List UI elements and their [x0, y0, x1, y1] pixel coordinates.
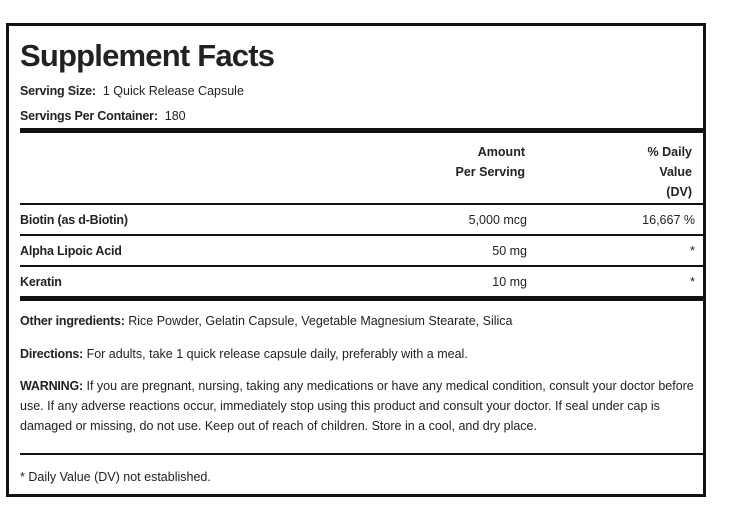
- nutrient-dv: *: [690, 244, 695, 258]
- dv-header-line: Value: [659, 165, 692, 179]
- nutrient-dv: *: [690, 275, 695, 289]
- nutrient-amount: 50 mg: [492, 244, 527, 258]
- nutrient-name: Alpha Lipoic Acid: [20, 244, 122, 258]
- directions-label: Directions:: [20, 347, 84, 361]
- dv-header-line: (DV): [666, 185, 692, 199]
- panel-title: Supplement Facts: [20, 38, 275, 73]
- other-ingredients-label: Other ingredients:: [20, 314, 125, 328]
- serving-size: [20, 83, 244, 99]
- directions: [20, 344, 703, 364]
- amount-header-line: Amount: [477, 145, 525, 159]
- warning: [20, 376, 703, 436]
- amount-header-line: Per Serving: [455, 165, 525, 179]
- nutrient-row: [20, 267, 703, 297]
- thick-divider: [20, 296, 703, 301]
- divider: [20, 453, 703, 455]
- directions-text: For adults, take 1 quick release capsule daily, preferably with a meal.: [86, 347, 468, 361]
- servings-per-container: [20, 108, 186, 124]
- supplement-facts-panel: [6, 23, 706, 497]
- nutrient-amount: 5,000 mcg: [468, 213, 527, 227]
- nutrient-row: [20, 236, 703, 266]
- other-ingredients-text: Rice Powder, Gelatin Capsule, Vegetable Magnesium Stearate, Silica: [128, 314, 513, 328]
- warning-text: If you are pregnant, nursing, taking any medications or have any medical condition, consult your doctor before use. If any adverse reactions occur, immediately stop using this product and consult your doctor. If seal under cap is damaged or missing, do not use. Keep out of reach of children. Store in a cool, and dry place.: [20, 379, 694, 433]
- servings-per-container-label: Servings Per Container:: [20, 109, 158, 123]
- serving-size-value: 1 Quick Release Capsule: [102, 84, 244, 98]
- servings-per-container-value: 180: [164, 109, 186, 123]
- footnote: * Daily Value (DV) not established.: [20, 470, 211, 484]
- other-ingredients: [20, 311, 703, 331]
- nutrient-name: Biotin (as d-Biotin): [20, 213, 128, 227]
- warning-label: WARNING:: [20, 379, 83, 393]
- amount-per-serving-header: [456, 142, 525, 182]
- nutrient-dv: 16,667 %: [642, 213, 695, 227]
- dv-header-line: % Daily: [647, 145, 692, 159]
- nutrient-amount: 10 mg: [492, 275, 527, 289]
- nutrient-name: Keratin: [20, 275, 62, 289]
- serving-size-label: Serving Size:: [20, 84, 96, 98]
- nutrient-row: [20, 205, 703, 235]
- thick-divider: [20, 128, 703, 133]
- daily-value-header: [648, 142, 692, 202]
